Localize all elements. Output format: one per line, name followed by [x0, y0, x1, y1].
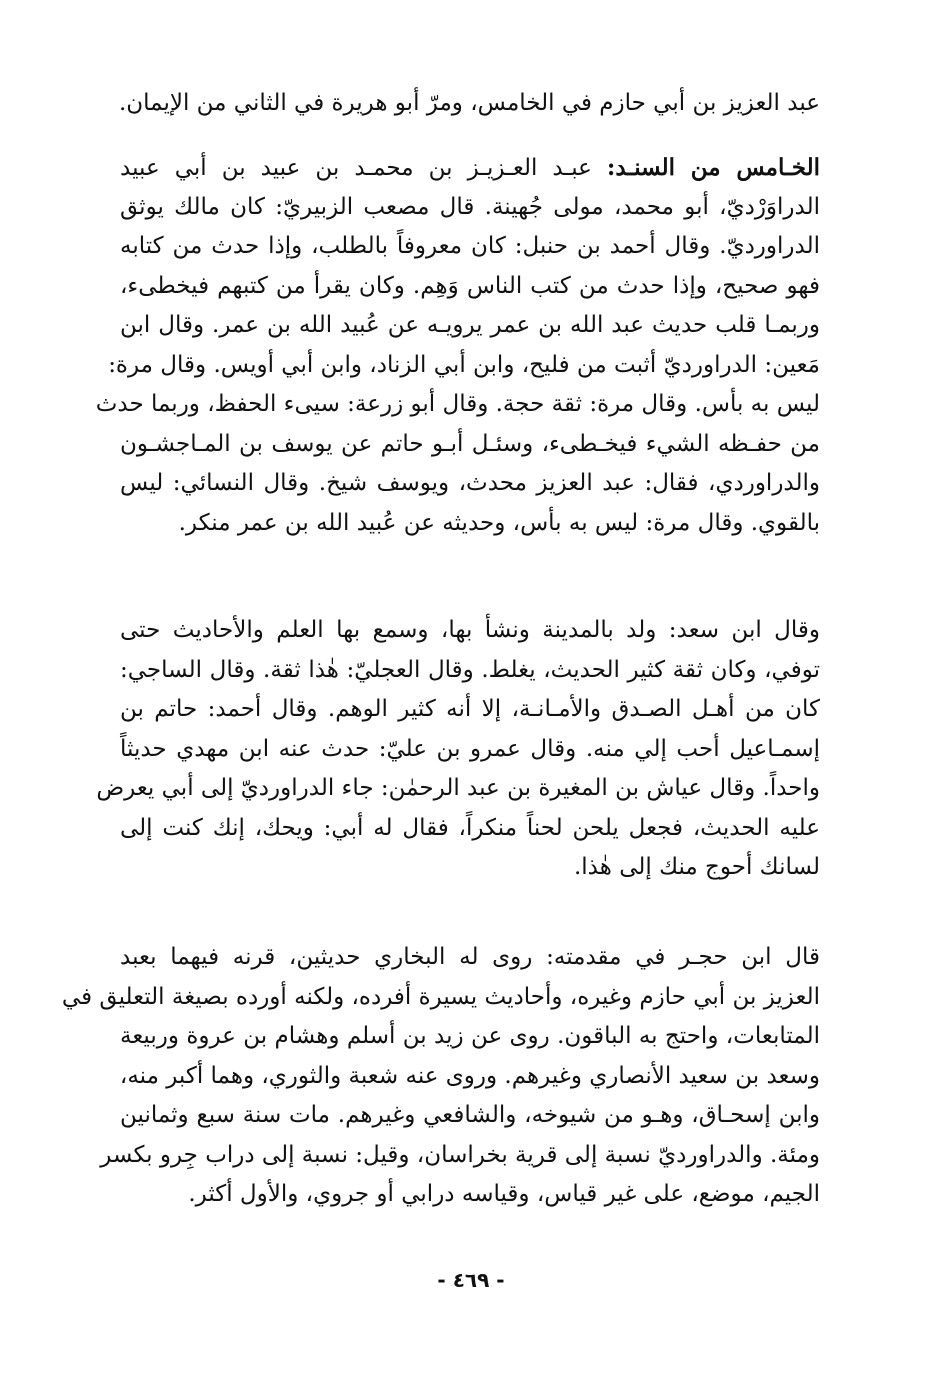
paragraph-line: والدراوردي، فقال: عبد العزيز محدث، ويوسف شيخ. وقال النسائي: ليس [120, 470, 820, 496]
paragraph-narrator-entry [95, 148, 820, 543]
paragraph-line: ليس به بأس. وقال مرة: ثقة حجة. وقال أبو زرعة: سيىء الحفظ، وربما حدث [95, 391, 820, 417]
paragraph-line: العزيز بن أبي حازم وغيره، وأحاديث يسيرة أفرده، ولكنه أورده بصيغة التعليق في [61, 983, 820, 1010]
paragraph-line: المتابعات، واحتج به الباقون. روى عن زيد بن أسلم وهشام بن عروة وربيعة [120, 1023, 820, 1049]
paragraph-line [120, 148, 820, 188]
paragraph-line: عليه الحديث، فجعل يلحن لحناً منكراً، فقال له أبي: ويحك، إنك كنت إلى [120, 814, 820, 841]
section-heading: الخـامس من السنـد: [606, 154, 820, 181]
heading-line-text: عبـد العـزيـز بن محمـد بن عبيد بن أبي عبيد [120, 155, 592, 181]
paragraph-line: بالقوي. وقال مرة: ليس به بأس، وحديثه عن عُبيد الله بن عمر منكر. [178, 509, 820, 536]
paragraph-line: وقال ابن سعد: ولد بالمدينة ونشأ بها، وسمع بها العلم والأحاديث حتى [120, 617, 820, 643]
intro-line: عبد العزيز بن أبي حازم في الخامس، ومرّ أبو هريرة في الثاني من الإيمان. [118, 90, 820, 116]
paragraph-line: وابن إسحـاق، وهـو من شيوخه، والشافعي وغيرهم. مات سنة سبع وثمانين [120, 1102, 820, 1128]
paragraph-line: ومئة. والدراورديّ نسبة إلى قرية بخراسان، وقيل: نسبة إلى دراب جِرو بكسر [100, 1141, 820, 1168]
page-number: - ٤٦٩ - [437, 1268, 505, 1292]
paragraph-line: توفي، وكان ثقة كثير الحديث، يغلط. وقال العجليّ: هٰذا ثقة. وقال الساجي: [120, 656, 820, 683]
paragraph-line: مَعين: الدراورديّ أثبت من فليح، وابن أبي الزناد، وابن أبي أويس. وقال مرة: [108, 351, 820, 378]
paragraph-line: من حفـظه الشيء فيخـطىء، وسئـل أبـو حاتم عن يوسف بن المـاجشـون [120, 430, 820, 457]
paragraph-line: كان من أهـل الصـدق والأمـانـة، إلا أنه كثير الوهم. وقال أحمد: حاتم بن [120, 696, 820, 722]
paragraph-ibn-saad [96, 611, 820, 888]
paragraph-line: إسمـاعيل أحب إلي منه. وقال عمرو بن عليّ: حدث عنه ابن مهدي حديثاً [120, 735, 820, 762]
paragraph-line: وربمـا قلب حديث عبد الله بن عمر يرويـه عن عُبيد الله بن عمر. وقال ابن [120, 312, 820, 338]
paragraph-line: وسعد بن سعيد الأنصاري وغيرهم. وروى عنه شعبة والثوري، وهما أكبر منه، [119, 1062, 820, 1089]
paragraph-line: لسانك أحوج منك إلى هٰذا. [573, 854, 820, 880]
paragraph-line: واحداً. وقال عياش بن المغيرة بن عبد الرحمٰن: جاء الدراورديّ إلى أبي يعرض [96, 775, 820, 801]
paragraph-ibn-hajar [61, 938, 820, 1215]
paragraph-line: الدراورديّ. وقال أحمد بن حنبل: كان معروفاً بالطلب، وإذا حدث من كتابه [120, 233, 820, 259]
paragraph-line: الجيم، موضع، على غير قياس، وقياسه درابي أو جروي، والأول أكثر. [188, 1181, 820, 1207]
paragraph-line: قال ابن حجـر في مقدمته: روى له البخاري حديثين، قرنه فيهما بعبد [120, 944, 820, 970]
paragraph-line: فهو صحيح، وإذا حدث من كتب الناس وَهِم. وكان يقرأ من كتبهم فيخطىء، [120, 272, 820, 299]
paragraph-line: الدراوَرْديّ، أبو محمد، مولى جُهينة. قال مصعب الزبيريّ: كان مالك يوثق [120, 193, 820, 220]
intro-paragraph [120, 84, 820, 124]
